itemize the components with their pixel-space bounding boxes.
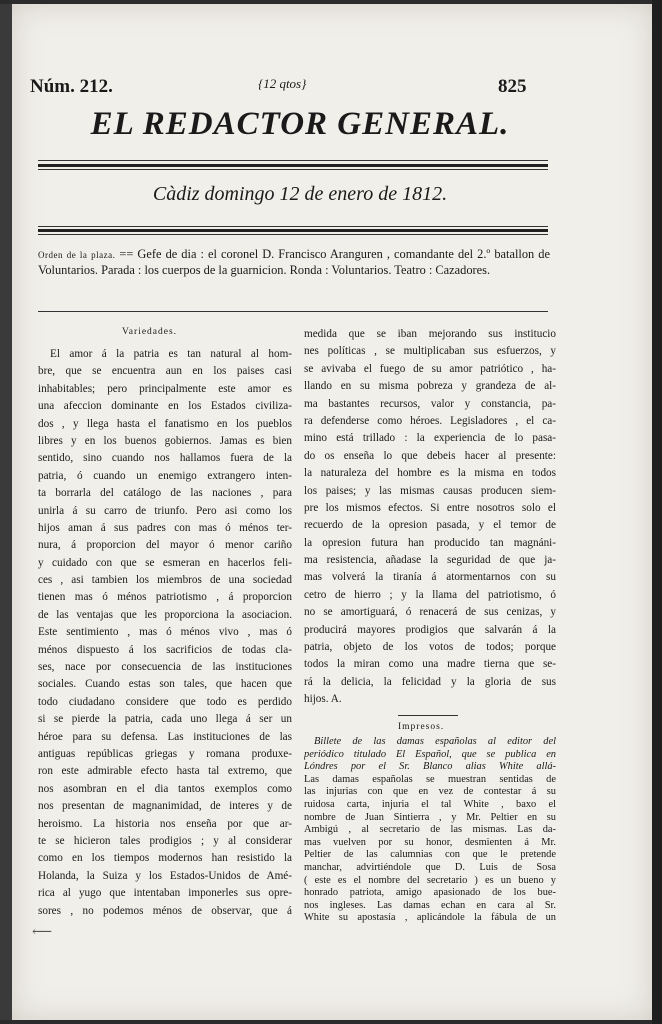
text-line: ménos dispuesto á los sacrificios de todas cla- bbox=[38, 643, 292, 656]
text-line: patria, objeto de los votos de todos; porque bbox=[304, 641, 556, 654]
orden-de-la-plaza bbox=[38, 247, 550, 278]
impresos-line: Lóndres por el Sr. Blanco alias White allá- bbox=[304, 761, 556, 773]
text-line: los paises; y las mismas causas producen siem- bbox=[304, 484, 556, 497]
text-line: ta borrarla del catálogo de las naciones , para bbox=[38, 487, 292, 500]
text-line: rica al yugo que intentaban imponerles sus opre- bbox=[38, 887, 292, 900]
impresos-line: honrado patriota, amigo apasionado de los bue- bbox=[304, 887, 556, 899]
date-rule-bottom bbox=[38, 234, 548, 235]
text-line: hijos. A. bbox=[304, 693, 342, 706]
text-line: de las ventajas que les proporciona la asociacion. bbox=[38, 608, 292, 621]
text-line: ron este admirable efecto hasta tal extremo, que bbox=[38, 765, 292, 778]
variedades-heading: Variedades. bbox=[122, 327, 178, 337]
text-line: cetro de hierro ; y la llama del patriotismo, ó bbox=[304, 588, 556, 601]
date-rule-top bbox=[38, 226, 548, 227]
text-line: como en los tiempos modernos han resistido la bbox=[38, 852, 292, 865]
text-line: rá la delicia, la felicidad y la gloria de sus bbox=[304, 675, 556, 688]
impresos-line: Peltier de las calumnias con que le pretende bbox=[304, 849, 556, 861]
page-number: 825 bbox=[498, 76, 527, 97]
impresos-line: nombre de Juan Sintierra , y Mr. Peltier en su bbox=[304, 811, 556, 823]
impresos-line: mas vuelven por su honor, desmienten á Mr. bbox=[304, 836, 556, 848]
text-line: tienen mas ó ménos patriotismo , á proporcion bbox=[38, 591, 292, 604]
text-line: todos la miran como una madre tierna que se- bbox=[304, 658, 556, 671]
text-line: libres y en los buenos gobiernos. Jamas es bien bbox=[38, 434, 292, 447]
text-line: y cuidado con que se esmeran en hacerlos feli- bbox=[38, 556, 292, 569]
text-line: ces , asi tambien los miembros de una sociedad bbox=[38, 574, 292, 587]
text-line: llando en su misma pobreza y grandeza de al- bbox=[304, 380, 556, 393]
newspaper-title: EL REDACTOR GENERAL. bbox=[90, 106, 510, 142]
text-line: ma resistencia, añadase la seguridad de que ja- bbox=[304, 554, 556, 567]
impresos-line: nos ingleses. Las damas echan en cara al Sr. bbox=[304, 899, 556, 911]
left-column bbox=[38, 346, 292, 920]
text-line: nura, á proporcion del mayor ó menor cariño bbox=[38, 539, 292, 552]
text-line: patria, ó cuando un enemigo extrangero inten- bbox=[38, 469, 292, 482]
price-note: {12 qtos} bbox=[258, 76, 307, 91]
text-line: producirá mayores prodigios que salvarán á la bbox=[304, 623, 556, 636]
text-line: pre los mismos efectos. Si entre nosotros solo el bbox=[304, 501, 556, 514]
scan-left-edge bbox=[0, 4, 12, 1020]
text-line: dos , y llega hasta el fanatismo en los pueblos bbox=[38, 417, 292, 430]
text-line: medida que se iban mejorando sus institucio bbox=[304, 328, 556, 340]
text-line: do os enseña lo que debeis hacer al presente: bbox=[304, 449, 556, 462]
text-line: recuerdo de la opresion pasada, y el temor de bbox=[304, 519, 556, 532]
impresos-line: ( este es el nombre del secretario ) es un bueno y bbox=[304, 874, 556, 886]
text-line: inhabitables; pero principalmente este amor es bbox=[38, 382, 292, 395]
text-line: ra defenderse como héroes. Legisladores , el ca- bbox=[304, 414, 556, 427]
text-line: antiguas repúblicas griegas y romana produxe- bbox=[38, 747, 292, 760]
orden-text: == Gefe de dia : el coronel D. Francisco Aranguren , comandante del 2.º batallon de Voluntarios. Parada : los cuerpos de la guarnicion. Ronda : Voluntarios. Teatro : Cazadores. bbox=[38, 247, 550, 277]
date-rule-thick bbox=[38, 229, 548, 232]
text-line: mas volverá la tiranía á atormentarnos con su bbox=[304, 571, 556, 584]
text-line: Holanda, la Suiza y los Estados-Unidos de Amé- bbox=[38, 869, 292, 882]
text-line: El amor á la patria es tan natural al hom- bbox=[50, 348, 292, 360]
impresos-line: Las damas españolas se muestran sentidas de bbox=[304, 773, 556, 785]
text-line: nos asombran en el dia tantos exemplos como bbox=[38, 782, 292, 795]
text-line: ma bastantes recursos, valor y constancia, pa- bbox=[304, 397, 556, 410]
text-line: si se pierde la patria, cada uno llega á ser un bbox=[38, 713, 292, 726]
title-rule-thick bbox=[38, 164, 548, 167]
impresos-line: periódico titulado El Español, que se publica en bbox=[304, 748, 556, 760]
text-line: la opresion futura han producido tan magnáni- bbox=[304, 536, 556, 549]
text-line: Este sentimiento , mas ó ménos vivo , mas ó bbox=[38, 626, 292, 639]
impresos-line: ruidosa carta, injuria el tal White , baxo el bbox=[304, 798, 556, 810]
impresos-heading: Impresos. bbox=[398, 722, 445, 732]
impresos-rule bbox=[398, 715, 458, 716]
text-line: bre, que se encuentra aun en los paises casi bbox=[38, 365, 292, 378]
impresos-text bbox=[304, 736, 556, 925]
text-line: la naturaleza del hombre es la misma en todos bbox=[304, 467, 556, 480]
text-line: una afeccion dominante en los Estados civiliza- bbox=[38, 400, 292, 413]
text-line: ses, nace por consecuencia de las instituciones bbox=[38, 661, 292, 674]
impresos-line: las injurias con que en vez de contestar á su bbox=[304, 786, 556, 798]
impresos-line: Billete de las damas españolas al editor del bbox=[314, 736, 556, 747]
text-line: unirla á su carro de triunfo. Pero asi como los bbox=[38, 504, 292, 517]
impresos-line: manchar, advirtiéndole que D. Luis de Sosa bbox=[304, 861, 556, 873]
title-rule-bottom bbox=[38, 169, 548, 170]
text-line: hijos aman á sus padres con mas ó ménos ter- bbox=[38, 521, 292, 534]
orden-label: Orden de la plaza. bbox=[38, 250, 116, 260]
impresos-line: White su apostasía , aplicándole la fábula de un bbox=[304, 912, 556, 924]
text-line: no se amortiguará, ó renacerá de sus cenizas, y bbox=[304, 606, 556, 619]
text-line: sores , no podemos ménos de observar, que á bbox=[38, 904, 292, 917]
text-line: nos presentan de magnanimidad, de interes y de bbox=[38, 800, 292, 813]
text-line: sociales. Cuando estas son tales, que hacen que bbox=[38, 678, 292, 691]
text-line: mino está trillado : la experiencia de lo pasa- bbox=[304, 432, 556, 445]
impresos-line: Ambigú , al secretario de las mismas. Las da- bbox=[304, 824, 556, 836]
text-line: héroe para su defensa. Las instituciones de las bbox=[38, 730, 292, 743]
issue-number: Núm. 212. bbox=[30, 76, 113, 97]
text-line: heroismo. La historia nos enseña por que ar- bbox=[38, 817, 292, 830]
text-line: se avivaba el fuego de su amor patriótico , ha- bbox=[304, 362, 556, 375]
text-line: te se hicieron tales prodigios ; y al considerar bbox=[38, 834, 292, 847]
right-column bbox=[304, 326, 556, 709]
margin-arrow: ⟵ bbox=[32, 924, 53, 940]
dateline: Càdiz domingo 12 de enero de 1812. bbox=[152, 183, 448, 205]
text-line: todo ciudadano considere que todo es perdido bbox=[38, 695, 292, 708]
text-line: sentido, sino cuando nos hallamos fuera de la bbox=[38, 452, 292, 465]
scan-right-edge bbox=[652, 0, 662, 1024]
title-rule-top bbox=[38, 160, 548, 161]
section-divider bbox=[38, 311, 548, 312]
text-line: nes políticas , se multiplicaban sus esfuerzos, y bbox=[304, 345, 556, 358]
